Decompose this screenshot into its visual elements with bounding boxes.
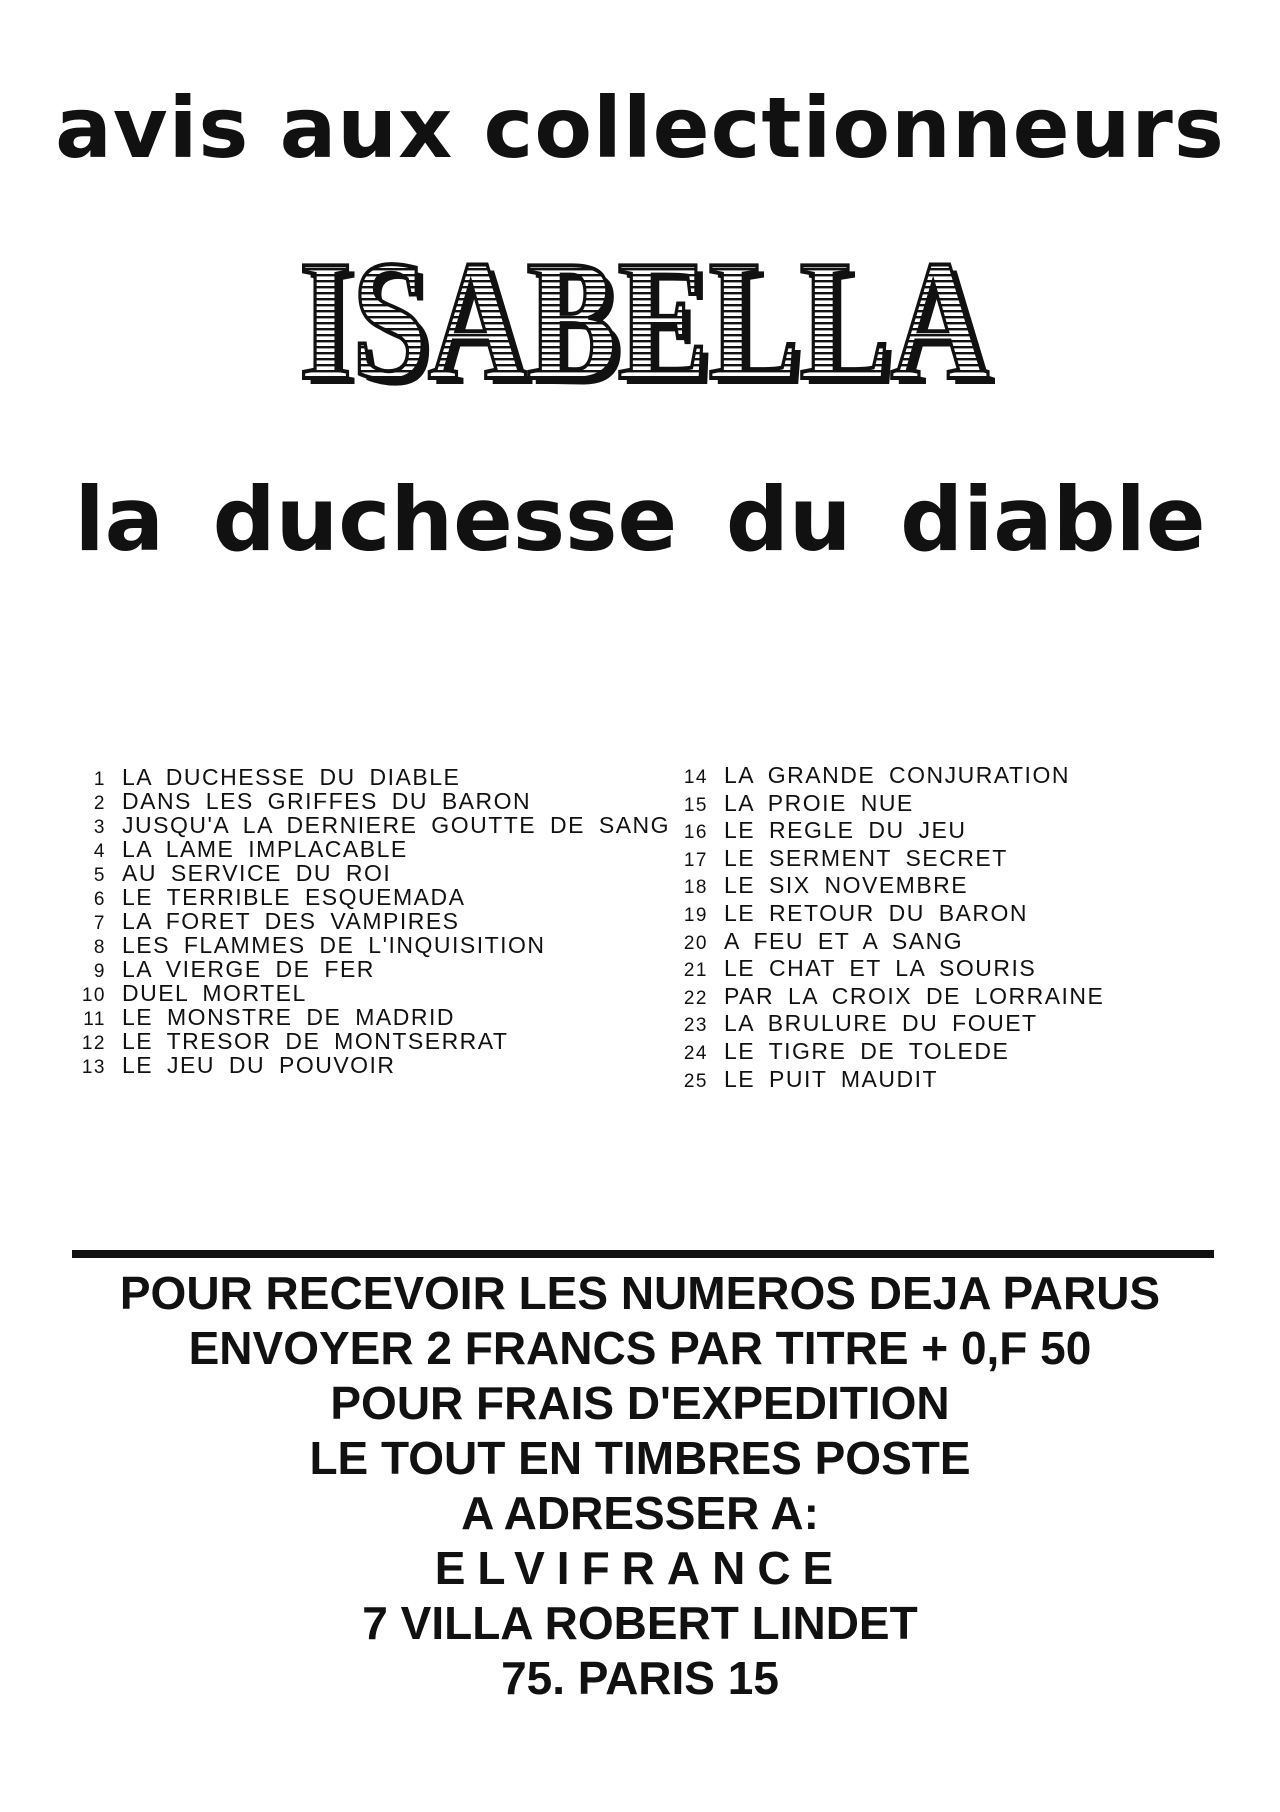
- issue-title: LE SERMENT SECRET: [724, 844, 1008, 871]
- issue-number: 16: [683, 822, 708, 844]
- list-item: [670, 955, 1104, 983]
- issue-number: 24: [683, 1042, 708, 1064]
- list-item: [68, 981, 670, 1005]
- issue-title: LE TERRIBLE ESQUEMADA: [122, 884, 466, 910]
- issue-title: LE TRESOR DE MONTSERRAT: [122, 1028, 509, 1054]
- issue-title: LE PUIT MAUDIT: [724, 1065, 939, 1092]
- issue-title: LA GRANDE CONJURATION: [724, 762, 1070, 788]
- issue-number: 3: [93, 817, 106, 838]
- issue-title: PAR LA CROIX DE LORRAINE: [724, 982, 1105, 1009]
- address-street: 7 VILLA ROBERT LINDET: [362, 1597, 918, 1649]
- issue-number: 23: [683, 1015, 708, 1037]
- list-item: [670, 1010, 1104, 1038]
- list-item: [68, 789, 670, 813]
- issue-title: LE REGLE DU JEU: [724, 817, 967, 844]
- issue-title: LA BRULURE DU FOUET: [724, 1010, 1038, 1037]
- list-item: [68, 1053, 670, 1077]
- issue-number: 11: [83, 1009, 106, 1030]
- subtitle: la duchesse du diable: [74, 468, 1206, 571]
- issue-number: 19: [683, 904, 708, 926]
- list-item: [670, 983, 1104, 1011]
- issue-title: LA DUCHESSE DU DIABLE: [122, 764, 461, 790]
- list-item: [670, 1038, 1104, 1066]
- address-city: 75. PARIS 15: [501, 1652, 779, 1704]
- issue-number: 15: [683, 794, 708, 816]
- list-item: [670, 900, 1104, 928]
- issue-title: AU SERVICE DU ROI: [122, 860, 392, 886]
- isabella-logo-shadow: ISABELLA: [306, 238, 996, 408]
- issue-number: 9: [93, 961, 106, 982]
- list-item: [68, 909, 670, 933]
- issue-number: 22: [683, 987, 708, 1009]
- issue-title: LA VIERGE DE FER: [122, 956, 375, 982]
- issue-title: LA PROIE NUE: [724, 789, 914, 816]
- list-item: [68, 885, 670, 909]
- issue-number: 17: [683, 849, 708, 871]
- list-item: [68, 957, 670, 981]
- list-item: [670, 845, 1104, 873]
- issue-title: LE JEU DU POUVOIR: [122, 1052, 396, 1078]
- order-line-2: ENVOYER 2 FRANCS PAR TITRE + 0,F 50: [188, 1322, 1092, 1374]
- issue-title: LE RETOUR DU BARON: [724, 899, 1029, 926]
- issue-number: 2: [93, 793, 106, 814]
- issue-number: 14: [683, 767, 708, 788]
- issue-title: JUSQU'A LA DERNIERE GOUTTE DE SANG: [122, 812, 671, 838]
- order-line-5: A ADRESSER A:: [461, 1487, 819, 1539]
- order-line-3: POUR FRAIS D'EXPEDITION: [330, 1377, 950, 1429]
- list-item: [670, 790, 1104, 818]
- issue-number: 12: [81, 1033, 106, 1054]
- list-item: [670, 928, 1104, 956]
- issue-title: LE CHAT ET LA SOURIS: [724, 955, 1037, 982]
- issue-number: 8: [93, 937, 106, 958]
- issue-title: LE TIGRE DE TOLEDE: [724, 1037, 1010, 1064]
- issue-number: 20: [683, 932, 708, 954]
- titles-list-left: [68, 765, 670, 1077]
- order-instructions: [0, 1266, 1280, 1706]
- list-item: [68, 1029, 670, 1053]
- isabella-logo-text: ISABELLA: [299, 238, 989, 408]
- issue-title: A FEU ET A SANG: [724, 927, 964, 954]
- list-item: [68, 933, 670, 957]
- issue-title: LE MONSTRE DE MADRID: [122, 1004, 455, 1030]
- issue-number: 4: [93, 841, 106, 862]
- list-item: [68, 837, 670, 861]
- issue-title: DANS LES GRIFFES DU BARON: [122, 788, 532, 814]
- company-name: ELVIFRANCE: [434, 1542, 846, 1594]
- issue-number: 10: [81, 985, 106, 1006]
- issue-title: LES FLAMMES DE L'INQUISITION: [122, 932, 546, 958]
- isabella-logo: [284, 238, 1010, 408]
- list-item: [670, 872, 1104, 900]
- list-item: [670, 1066, 1104, 1094]
- issue-number: 6: [93, 889, 106, 910]
- order-line-1: POUR RECEVOIR LES NUMEROS DEJA PARUS: [119, 1267, 1161, 1319]
- issue-title: LA FORET DES VAMPIRES: [122, 908, 460, 934]
- list-item: [68, 1005, 670, 1029]
- issue-number: 18: [683, 877, 708, 899]
- issue-number: 5: [93, 865, 106, 886]
- issue-number: 25: [683, 1070, 708, 1092]
- issue-number: 7: [93, 913, 106, 934]
- issue-title: LA LAME IMPLACABLE: [122, 836, 408, 862]
- list-item: [670, 817, 1104, 845]
- list-item: [68, 765, 670, 789]
- order-line-4: LE TOUT EN TIMBRES POSTE: [309, 1432, 971, 1484]
- issue-number: 1: [93, 769, 106, 790]
- list-item: [670, 762, 1104, 790]
- issue-title: DUEL MORTEL: [122, 980, 307, 1006]
- titles-list-right: [670, 762, 1104, 1093]
- list-item: [68, 861, 670, 885]
- issue-number: 21: [683, 960, 708, 982]
- issue-title: LE SIX NOVEMBRE: [724, 872, 969, 899]
- issue-number: 13: [81, 1057, 106, 1078]
- list-item: [68, 813, 670, 837]
- headline: avis aux collectionneurs: [55, 79, 1225, 177]
- divider: [72, 1250, 1214, 1258]
